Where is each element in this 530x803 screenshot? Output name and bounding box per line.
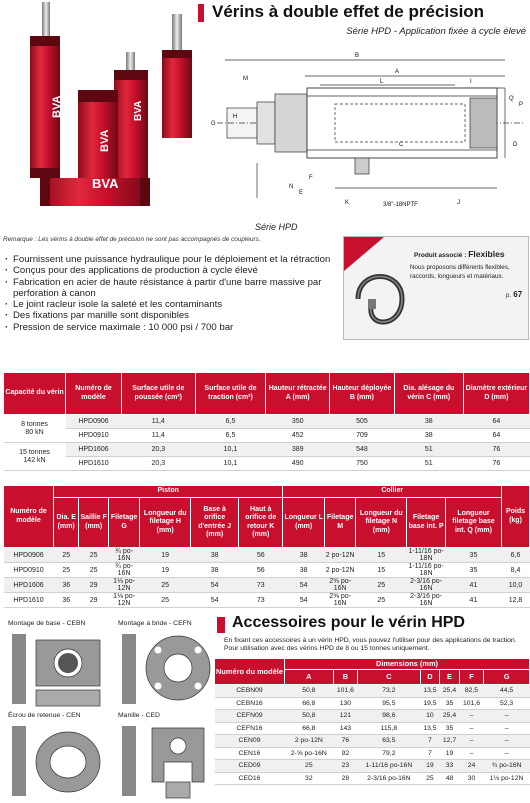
- table-cell: 66,8: [285, 722, 334, 735]
- table-cell: 73: [239, 593, 283, 608]
- col-header: Longueur filetage base int. Q (mm): [445, 498, 501, 548]
- accessory-label-base: Montage de base - CEBN: [8, 620, 86, 627]
- table-row: [215, 760, 530, 773]
- table-cell: 19,5: [420, 697, 440, 710]
- dim-label-i: I: [470, 79, 472, 85]
- table-cell: ¾ po-16N: [484, 760, 530, 773]
- table-cell: 36: [54, 578, 79, 593]
- dim-label-m: M: [243, 76, 248, 82]
- hose-icon: [350, 259, 410, 337]
- table-cell: 13,5: [420, 722, 440, 735]
- table-cell: 32: [285, 772, 334, 785]
- table-cell: 23: [333, 760, 357, 773]
- table-cell: 76: [333, 735, 357, 748]
- table-cell: 101,6: [333, 685, 357, 698]
- table-cell: 56: [239, 563, 283, 578]
- capacity-cell: 8 tonnes 80 kN: [4, 415, 66, 443]
- table-cell: 25: [356, 593, 407, 608]
- table-cell: 6,5: [195, 429, 266, 443]
- dim-label-b: B: [355, 53, 360, 59]
- table-cell: –: [484, 747, 530, 760]
- table-cell: HPD0910: [4, 563, 54, 578]
- bva-logo: BVA: [133, 100, 144, 121]
- table-cell: 10,1: [195, 443, 266, 457]
- table-cell: 54: [191, 593, 239, 608]
- header-accent-bar: [198, 4, 204, 22]
- table-cell: CEN16: [215, 747, 285, 760]
- table-cell: –: [484, 735, 530, 748]
- table-cell: 41: [445, 593, 501, 608]
- table-cell: 15: [356, 548, 407, 563]
- table-cell: 2-⅝ po-16N: [285, 747, 334, 760]
- page-reference[interactable]: [506, 290, 522, 299]
- table-cell: 548: [330, 443, 395, 457]
- table-row: [4, 457, 530, 471]
- table-cell: CEN09: [215, 735, 285, 748]
- accessory-label-clevis: Manille - CED: [118, 712, 160, 719]
- table-cell: 19: [440, 747, 460, 760]
- dim-label-l: L: [380, 79, 384, 85]
- table-cell: 41: [445, 578, 501, 593]
- page-subtitle: Série HPD - Application fixée à cycle élevé: [346, 26, 526, 37]
- table-cell: 56: [239, 548, 283, 563]
- table-cell: 38: [394, 415, 463, 429]
- table-cell: 64: [463, 415, 529, 429]
- col-header: Filetage base int. P: [407, 498, 446, 548]
- table-cell: 490: [266, 457, 330, 471]
- table-cell: 2 po-12N: [324, 548, 355, 563]
- accessory-label-nut: Écrou de retenue - CEN: [8, 712, 81, 719]
- table-cell: 10,1: [195, 457, 266, 471]
- group-header-piston: Piston: [54, 486, 283, 498]
- table-cell: 15: [356, 563, 407, 578]
- page-header: [198, 2, 530, 44]
- table-cell: 51: [394, 457, 463, 471]
- accessories-table: [214, 658, 530, 785]
- table-cell: 36: [54, 593, 79, 608]
- table-cell: 12,7: [440, 735, 460, 748]
- table-cell: 19: [140, 548, 191, 563]
- table-cell: 2 po-12N: [285, 735, 334, 748]
- table-cell: 101,6: [459, 697, 483, 710]
- table-cell: 2-3/16 po-16N: [407, 593, 446, 608]
- table-cell: 25: [54, 563, 79, 578]
- table-cell: HPD0906: [4, 548, 54, 563]
- table-cell: ¾ po-16N: [108, 563, 139, 578]
- col-header: Capacité du vérin: [4, 373, 66, 415]
- dim-label-n: N: [289, 184, 294, 190]
- table-cell: 51: [394, 443, 463, 457]
- table-cell: 29: [79, 578, 109, 593]
- dim-label-h: H: [233, 114, 238, 120]
- table-cell: 35: [440, 722, 460, 735]
- table-cell: CEBN16: [215, 697, 285, 710]
- table-row: [4, 548, 530, 563]
- table-row: [4, 593, 530, 608]
- piston-collar-table: [3, 485, 530, 608]
- col-header: Filetage G: [108, 498, 139, 548]
- table-cell: 50,8: [285, 685, 334, 698]
- table-cell: 2-3/16 po-16N: [358, 772, 421, 785]
- dim-label-a: A: [395, 69, 400, 75]
- table-cell: 1⅛ po-12N: [108, 578, 139, 593]
- bva-logo: BVA: [51, 95, 63, 118]
- table-cell: 76: [463, 443, 529, 457]
- table-cell: 28: [333, 772, 357, 785]
- feature-item: · Fabrication en acier de haute résistance à partir d'une barre massive par perforation à canon: [4, 277, 334, 300]
- group-header-collier: Collier: [283, 486, 502, 498]
- table-cell: 709: [330, 429, 395, 443]
- table-cell: 63,5: [358, 735, 421, 748]
- table-cell: 10,0: [502, 578, 530, 593]
- table-row: [4, 429, 530, 443]
- table-cell: 25: [140, 593, 191, 608]
- table-row: [4, 415, 530, 429]
- port-thread-label: 3/8"-18NPTF: [383, 202, 418, 208]
- col-header: Haut à orifice de retour K (mm): [239, 498, 283, 548]
- col-header: Dia. E (mm): [54, 498, 79, 548]
- table-cell: 38: [283, 563, 325, 578]
- table-cell: 1-11/16 po-18N: [408, 563, 444, 577]
- table-cell: 7: [420, 747, 440, 760]
- table-cell: 121: [333, 710, 357, 723]
- dim-label-k: K: [345, 200, 350, 206]
- table-cell: 8,4: [502, 563, 530, 578]
- table-cell: HPD1606: [4, 578, 54, 593]
- table-cell: 1-11/16 po-18N: [408, 548, 444, 562]
- table-cell: 35: [445, 563, 501, 578]
- table-cell: 50,8: [285, 710, 334, 723]
- table-cell: 2⅝ po-16N: [324, 578, 355, 593]
- table-cell: 143: [333, 722, 357, 735]
- table-cell: 10: [420, 710, 440, 723]
- col-header: Poids (kg): [502, 486, 530, 548]
- table-cell: ¾ po-16N: [108, 548, 139, 563]
- feature-item: · Des fixations par manille sont disponibles: [4, 310, 334, 321]
- dim-label-p: P: [519, 102, 524, 108]
- table-cell: 1⅛ po-12N: [108, 593, 139, 608]
- table-cell: 35: [440, 697, 460, 710]
- table-row: [215, 772, 530, 785]
- dim-label-d: D: [513, 142, 518, 148]
- table-cell: 38: [283, 548, 325, 563]
- related-product-description: Nous proposons différents flexibles, raccords, longueurs et matériaux.: [410, 264, 510, 280]
- specs-table: [3, 372, 530, 471]
- table-cell: 115,8: [358, 722, 421, 735]
- table-cell: HPD1606: [66, 443, 122, 457]
- table-cell: –: [484, 722, 530, 735]
- col-header: Numéro du modèle: [215, 659, 285, 685]
- col-header: Saillie F (mm): [79, 498, 109, 548]
- dim-label-f: F: [309, 175, 313, 181]
- capacity-cell: 15 tonnes 142 kN: [4, 443, 66, 471]
- photo-caption: Série HPD: [255, 222, 298, 232]
- col-header: G: [484, 670, 530, 685]
- table-cell: 98,6: [358, 710, 421, 723]
- table-cell: 95,5: [358, 697, 421, 710]
- table-cell: 750: [330, 457, 395, 471]
- table-cell: 350: [266, 415, 330, 429]
- table-row: [4, 443, 530, 457]
- dim-label-g: G: [211, 121, 216, 127]
- col-header: Dia. alésage du vérin C (mm): [394, 373, 463, 415]
- table-cell: 48: [440, 772, 460, 785]
- table-cell: 11,4: [122, 429, 196, 443]
- base-mount-drawing: [8, 630, 108, 710]
- table-row: [215, 747, 530, 760]
- table-cell: 64: [463, 429, 529, 443]
- retaining-nut-drawing: [8, 722, 108, 802]
- accessories-accent-bar: [217, 617, 225, 633]
- col-header: Surface utile de traction (cm²): [195, 373, 266, 415]
- col-header: Numéro de modèle: [66, 373, 122, 415]
- table-cell: 66,8: [285, 697, 334, 710]
- table-cell: CED16: [215, 772, 285, 785]
- bva-logo: BVA: [92, 176, 119, 191]
- table-cell: 35: [445, 548, 501, 563]
- table-cell: 20,3: [122, 443, 196, 457]
- table-cell: –: [459, 710, 483, 723]
- table-cell: CEBN09: [215, 685, 285, 698]
- table-cell: 38: [394, 429, 463, 443]
- related-product-box[interactable]: [343, 236, 529, 340]
- table-cell: 7: [420, 735, 440, 748]
- table-cell: 73: [239, 578, 283, 593]
- col-header: Hauteur déployée B (mm): [330, 373, 395, 415]
- col-header: Numéro de modèle: [4, 486, 54, 548]
- table-cell: 44,5: [484, 685, 530, 698]
- col-header: Longueur du filetage N (mm): [356, 498, 407, 548]
- table-row: [215, 685, 530, 698]
- table-cell: 2 po-12N: [324, 563, 355, 578]
- feature-item: · Pression de service maximale : 10 000 psi / 700 bar: [4, 322, 334, 333]
- remark-note: Remarque : Les vérins à double effet de précision ne sont pas accompagnés de coupleurs.: [3, 236, 261, 243]
- col-header: Surface utile de poussée (cm²): [122, 373, 196, 415]
- table-cell: 25: [285, 760, 334, 773]
- flange-mount-drawing: [118, 630, 212, 710]
- table-cell: 19: [420, 760, 440, 773]
- table-cell: 25: [420, 772, 440, 785]
- table-cell: 389: [266, 443, 330, 457]
- related-product-name: Flexibles: [468, 249, 505, 259]
- clevis-drawing: [118, 722, 212, 802]
- table-cell: CED09: [215, 760, 285, 773]
- table-cell: 6,5: [195, 415, 266, 429]
- feature-item: · Fournissent une puissance hydraulique pour le déploiement et la rétraction: [4, 254, 334, 265]
- bva-logo: BVA: [99, 129, 111, 152]
- col-header: Hauteur rétractée A (mm): [266, 373, 330, 415]
- table-cell: 54: [283, 593, 325, 608]
- group-header-dimensions: Dimensions (mm): [285, 659, 530, 670]
- table-cell: 11,4: [122, 415, 196, 429]
- table-cell: –: [484, 710, 530, 723]
- table-cell: HPD1610: [66, 457, 122, 471]
- dim-label-q: Q: [509, 96, 514, 102]
- table-cell: 452: [266, 429, 330, 443]
- col-header: E: [440, 670, 460, 685]
- table-cell: 19: [140, 563, 191, 578]
- table-cell: 25: [140, 578, 191, 593]
- table-cell: 25: [79, 563, 109, 578]
- table-cell: –: [459, 722, 483, 735]
- table-cell: 505: [330, 415, 395, 429]
- col-header: Diamètre extérieur D (mm): [463, 373, 529, 415]
- table-cell: 54: [283, 578, 325, 593]
- table-cell: HPD0906: [66, 415, 122, 429]
- cylinder-product-photo: [0, 0, 200, 215]
- table-cell: –: [459, 747, 483, 760]
- table-cell: 30: [459, 772, 483, 785]
- table-cell: 13,5: [420, 685, 440, 698]
- table-cell: 82,5: [459, 685, 483, 698]
- table-cell: –: [459, 735, 483, 748]
- table-row: [215, 735, 530, 748]
- table-cell: 52,3: [484, 697, 530, 710]
- table-cell: 1⅛ po-12N: [484, 772, 530, 785]
- col-header: C: [358, 670, 421, 685]
- related-product-prefix: Produit associé :: [414, 252, 467, 259]
- page-reference-prefix: p.: [506, 293, 512, 299]
- table-cell: HPD1610: [4, 593, 54, 608]
- feature-item: · Conçus pour des applications de production à cycle élevé: [4, 265, 334, 276]
- dim-label-e: E: [299, 190, 304, 196]
- table-cell: 2⅝ po-16N: [324, 593, 355, 608]
- related-product-label: [414, 249, 505, 259]
- table-row: [215, 722, 530, 735]
- dim-label-j: J: [457, 200, 460, 206]
- table-cell: 54: [191, 578, 239, 593]
- accessories-title: Accessoires pour le vérin HPD: [232, 614, 465, 631]
- table-cell: 25,4: [440, 710, 460, 723]
- table-cell: 79,2: [358, 747, 421, 760]
- table-cell: 38: [191, 548, 239, 563]
- table-cell: 25,4: [440, 685, 460, 698]
- col-header: A: [285, 670, 334, 685]
- feature-item: · Le joint racleur isole la saleté et les contaminants: [4, 299, 334, 310]
- table-row: [4, 563, 530, 578]
- table-cell: 1-11/16 po-16N: [358, 760, 421, 773]
- cylinder-dimension-diagram: [205, 48, 530, 218]
- col-header: Filetage M: [324, 498, 355, 548]
- table-cell: 73,2: [358, 685, 421, 698]
- table-cell: CEFN16: [215, 722, 285, 735]
- table-cell: 2-3/16 po-16N: [407, 578, 446, 593]
- col-header: D: [420, 670, 440, 685]
- table-cell: 33: [440, 760, 460, 773]
- table-cell: 92: [333, 747, 357, 760]
- table-row: [215, 710, 530, 723]
- accessories-description: En fixant ces accessoires à un vérin HPD, vous pouvez l'utiliser pour des applications de traction. Pour utilisation avec des vérins HPD de 8 ou 15 tonnes uniquement.: [224, 637, 517, 652]
- table-row: [215, 697, 530, 710]
- col-header: Base à orifice d'entrée J (mm): [191, 498, 239, 548]
- col-header: Longueur du filetage H (mm): [140, 498, 191, 548]
- table-row: [4, 578, 530, 593]
- col-header: B: [333, 670, 357, 685]
- table-cell: 25: [54, 548, 79, 563]
- table-cell: 25: [356, 578, 407, 593]
- table-cell: 29: [79, 593, 109, 608]
- table-cell: 6,6: [502, 548, 530, 563]
- table-cell: 38: [191, 563, 239, 578]
- accessory-label-flange: Montage à bride - CEFN: [118, 620, 192, 627]
- col-header: Longueur L (mm): [283, 498, 325, 548]
- page-reference-number: 67: [513, 290, 523, 299]
- table-cell: 76: [463, 457, 529, 471]
- table-cell: 20,3: [122, 457, 196, 471]
- feature-list: [4, 254, 334, 333]
- table-cell: 24: [459, 760, 483, 773]
- col-header: F: [459, 670, 483, 685]
- page-title: Vérins à double effet de précision: [212, 2, 485, 21]
- dim-label-c: C: [399, 142, 404, 148]
- table-cell: 130: [333, 697, 357, 710]
- table-cell: HPD0910: [66, 429, 122, 443]
- table-cell: 25: [79, 548, 109, 563]
- table-cell: 12,8: [502, 593, 530, 608]
- table-cell: CEFN09: [215, 710, 285, 723]
